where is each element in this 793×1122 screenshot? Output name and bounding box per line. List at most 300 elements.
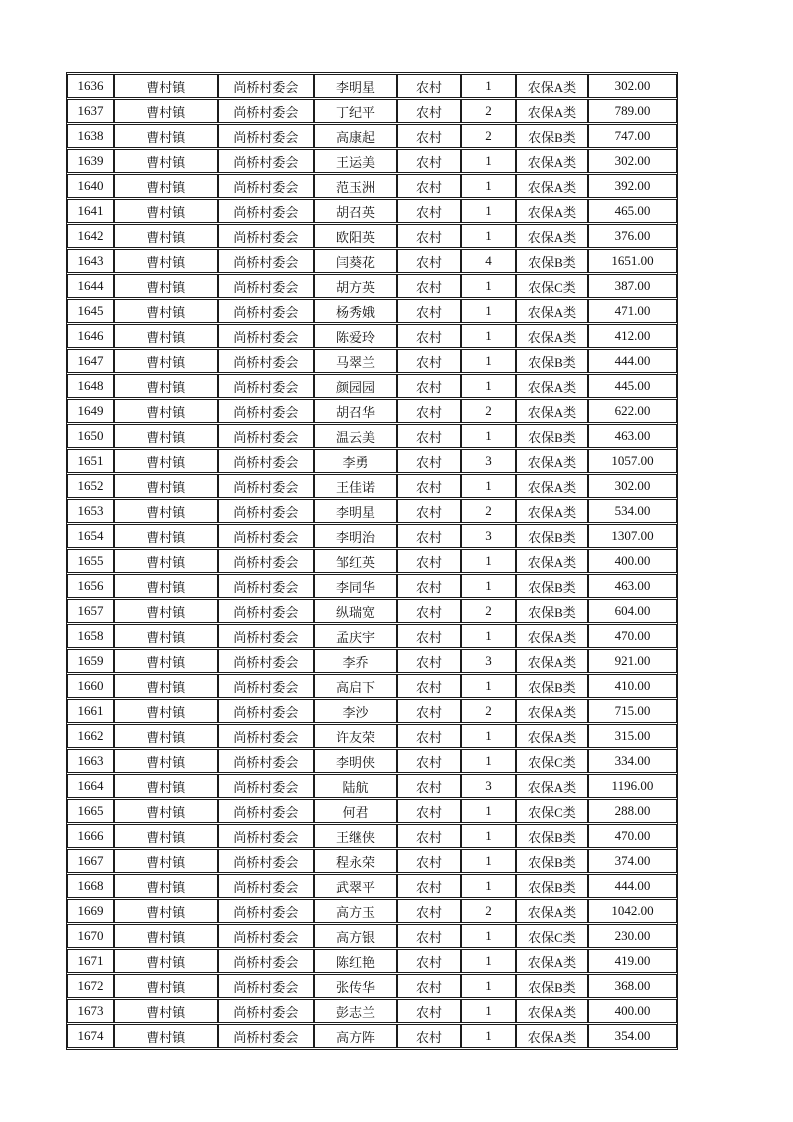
cell-serial: 1636 (67, 74, 114, 98)
table-row (67, 674, 677, 698)
cell-count: 1 (461, 74, 516, 98)
cell-name: 许友荣 (314, 724, 397, 748)
cell-town: 曹村镇 (114, 824, 218, 848)
cell-name: 李明星 (314, 499, 397, 523)
cell-count: 1 (461, 299, 516, 323)
cell-town: 曹村镇 (114, 924, 218, 948)
cell-name: 纵瑞宽 (314, 599, 397, 623)
cell-village: 尚桥村委会 (218, 524, 314, 548)
table-row (67, 849, 677, 873)
cell-town: 曹村镇 (114, 499, 218, 523)
cell-town: 曹村镇 (114, 899, 218, 923)
cell-insurance-type: 农保B类 (516, 574, 588, 598)
cell-village: 尚桥村委会 (218, 374, 314, 398)
cell-insurance-type: 农保C类 (516, 274, 588, 298)
cell-village: 尚桥村委会 (218, 274, 314, 298)
cell-town: 曹村镇 (114, 124, 218, 148)
cell-name: 高方银 (314, 924, 397, 948)
cell-count: 2 (461, 699, 516, 723)
cell-village: 尚桥村委会 (218, 749, 314, 773)
cell-town: 曹村镇 (114, 524, 218, 548)
cell-insurance-type: 农保B类 (516, 674, 588, 698)
cell-amount: 412.00 (588, 324, 677, 348)
cell-village: 尚桥村委会 (218, 424, 314, 448)
cell-town: 曹村镇 (114, 199, 218, 223)
cell-village: 尚桥村委会 (218, 974, 314, 998)
cell-serial: 1672 (67, 974, 114, 998)
cell-serial: 1656 (67, 574, 114, 598)
table-row (67, 149, 677, 173)
cell-amount: 230.00 (588, 924, 677, 948)
cell-insurance-type: 农保A类 (516, 699, 588, 723)
cell-insurance-type: 农保B类 (516, 824, 588, 848)
table-row (67, 399, 677, 423)
cell-serial: 1673 (67, 999, 114, 1023)
cell-town: 曹村镇 (114, 399, 218, 423)
cell-amount: 1042.00 (588, 899, 677, 923)
cell-category: 农村 (397, 274, 461, 298)
table-row (67, 749, 677, 773)
cell-village: 尚桥村委会 (218, 299, 314, 323)
cell-name: 李明星 (314, 74, 397, 98)
cell-insurance-type: 农保A类 (516, 724, 588, 748)
cell-category: 农村 (397, 699, 461, 723)
cell-name: 李沙 (314, 699, 397, 723)
cell-name: 王继侠 (314, 824, 397, 848)
cell-category: 农村 (397, 1024, 461, 1048)
cell-insurance-type: 农保C类 (516, 924, 588, 948)
cell-village: 尚桥村委会 (218, 699, 314, 723)
cell-amount: 1057.00 (588, 449, 677, 473)
cell-category: 农村 (397, 949, 461, 973)
cell-category: 农村 (397, 774, 461, 798)
cell-town: 曹村镇 (114, 1024, 218, 1048)
cell-serial: 1660 (67, 674, 114, 698)
cell-insurance-type: 农保A类 (516, 1024, 588, 1048)
table-row (67, 199, 677, 223)
cell-name: 陈爱玲 (314, 324, 397, 348)
cell-town: 曹村镇 (114, 449, 218, 473)
cell-count: 1 (461, 174, 516, 198)
table-row (67, 724, 677, 748)
cell-count: 1 (461, 149, 516, 173)
cell-serial: 1640 (67, 174, 114, 198)
cell-count: 2 (461, 99, 516, 123)
cell-category: 农村 (397, 974, 461, 998)
cell-amount: 921.00 (588, 649, 677, 673)
cell-serial: 1652 (67, 474, 114, 498)
cell-name: 胡召英 (314, 199, 397, 223)
table-row (67, 899, 677, 923)
cell-insurance-type: 农保A类 (516, 649, 588, 673)
cell-village: 尚桥村委会 (218, 149, 314, 173)
cell-village: 尚桥村委会 (218, 249, 314, 273)
cell-amount: 470.00 (588, 624, 677, 648)
table-row (67, 499, 677, 523)
table-row (67, 774, 677, 798)
cell-category: 农村 (397, 424, 461, 448)
cell-village: 尚桥村委会 (218, 74, 314, 98)
cell-name: 丁纪平 (314, 99, 397, 123)
cell-category: 农村 (397, 299, 461, 323)
cell-count: 1 (461, 974, 516, 998)
cell-count: 1 (461, 999, 516, 1023)
cell-serial: 1647 (67, 349, 114, 373)
cell-amount: 288.00 (588, 799, 677, 823)
cell-category: 农村 (397, 899, 461, 923)
cell-serial: 1658 (67, 624, 114, 648)
cell-serial: 1637 (67, 99, 114, 123)
cell-village: 尚桥村委会 (218, 924, 314, 948)
cell-insurance-type: 农保A类 (516, 899, 588, 923)
cell-count: 2 (461, 499, 516, 523)
cell-name: 温云美 (314, 424, 397, 448)
payment-table (67, 73, 677, 1049)
cell-insurance-type: 农保A类 (516, 999, 588, 1023)
cell-serial: 1655 (67, 549, 114, 573)
cell-serial: 1644 (67, 274, 114, 298)
cell-amount: 419.00 (588, 949, 677, 973)
cell-insurance-type: 农保A类 (516, 374, 588, 398)
cell-village: 尚桥村委会 (218, 624, 314, 648)
cell-count: 3 (461, 649, 516, 673)
cell-town: 曹村镇 (114, 74, 218, 98)
cell-name: 李明治 (314, 524, 397, 548)
cell-count: 2 (461, 899, 516, 923)
cell-town: 曹村镇 (114, 424, 218, 448)
cell-amount: 604.00 (588, 599, 677, 623)
cell-count: 1 (461, 549, 516, 573)
table-row (67, 449, 677, 473)
cell-serial: 1674 (67, 1024, 114, 1048)
cell-serial: 1669 (67, 899, 114, 923)
cell-insurance-type: 农保B类 (516, 249, 588, 273)
table-row (67, 374, 677, 398)
table-row (67, 74, 677, 98)
cell-town: 曹村镇 (114, 224, 218, 248)
cell-serial: 1651 (67, 449, 114, 473)
cell-amount: 444.00 (588, 874, 677, 898)
cell-amount: 368.00 (588, 974, 677, 998)
cell-insurance-type: 农保A类 (516, 499, 588, 523)
cell-village: 尚桥村委会 (218, 674, 314, 698)
table-row (67, 474, 677, 498)
table-body (67, 74, 677, 1048)
table-row (67, 424, 677, 448)
cell-count: 1 (461, 1024, 516, 1048)
cell-amount: 392.00 (588, 174, 677, 198)
cell-insurance-type: 农保A类 (516, 949, 588, 973)
cell-village: 尚桥村委会 (218, 799, 314, 823)
table-row (67, 174, 677, 198)
cell-category: 农村 (397, 74, 461, 98)
cell-serial: 1664 (67, 774, 114, 798)
cell-name: 李勇 (314, 449, 397, 473)
cell-insurance-type: 农保B类 (516, 124, 588, 148)
cell-name: 范玉洲 (314, 174, 397, 198)
cell-town: 曹村镇 (114, 849, 218, 873)
cell-amount: 1307.00 (588, 524, 677, 548)
cell-count: 1 (461, 799, 516, 823)
cell-town: 曹村镇 (114, 649, 218, 673)
cell-town: 曹村镇 (114, 474, 218, 498)
cell-insurance-type: 农保B类 (516, 849, 588, 873)
cell-serial: 1668 (67, 874, 114, 898)
cell-town: 曹村镇 (114, 974, 218, 998)
cell-count: 1 (461, 324, 516, 348)
cell-serial: 1654 (67, 524, 114, 548)
cell-amount: 1651.00 (588, 249, 677, 273)
cell-name: 李乔 (314, 649, 397, 673)
cell-name: 李明侠 (314, 749, 397, 773)
cell-town: 曹村镇 (114, 299, 218, 323)
cell-category: 农村 (397, 174, 461, 198)
cell-serial: 1646 (67, 324, 114, 348)
cell-amount: 622.00 (588, 399, 677, 423)
cell-amount: 470.00 (588, 824, 677, 848)
cell-insurance-type: 农保A类 (516, 624, 588, 648)
cell-insurance-type: 农保B类 (516, 599, 588, 623)
cell-insurance-type: 农保A类 (516, 774, 588, 798)
cell-village: 尚桥村委会 (218, 599, 314, 623)
cell-name: 马翠兰 (314, 349, 397, 373)
cell-town: 曹村镇 (114, 374, 218, 398)
cell-town: 曹村镇 (114, 699, 218, 723)
table-row (67, 699, 677, 723)
table-row (67, 99, 677, 123)
cell-category: 农村 (397, 999, 461, 1023)
cell-amount: 789.00 (588, 99, 677, 123)
table-row (67, 999, 677, 1023)
cell-serial: 1639 (67, 149, 114, 173)
table-row (67, 524, 677, 548)
cell-category: 农村 (397, 574, 461, 598)
cell-insurance-type: 农保A类 (516, 174, 588, 198)
cell-amount: 302.00 (588, 474, 677, 498)
cell-village: 尚桥村委会 (218, 324, 314, 348)
payment-table-container (66, 72, 678, 1050)
cell-town: 曹村镇 (114, 549, 218, 573)
cell-count: 1 (461, 849, 516, 873)
cell-amount: 444.00 (588, 349, 677, 373)
cell-name: 彭志兰 (314, 999, 397, 1023)
cell-count: 4 (461, 249, 516, 273)
table-row (67, 124, 677, 148)
cell-category: 农村 (397, 374, 461, 398)
cell-category: 农村 (397, 349, 461, 373)
cell-serial: 1648 (67, 374, 114, 398)
cell-category: 农村 (397, 399, 461, 423)
cell-insurance-type: 农保C类 (516, 749, 588, 773)
cell-count: 1 (461, 574, 516, 598)
cell-category: 农村 (397, 799, 461, 823)
cell-category: 农村 (397, 924, 461, 948)
cell-name: 胡召华 (314, 399, 397, 423)
table-row (67, 599, 677, 623)
cell-serial: 1649 (67, 399, 114, 423)
cell-category: 农村 (397, 449, 461, 473)
cell-village: 尚桥村委会 (218, 899, 314, 923)
cell-serial: 1653 (67, 499, 114, 523)
cell-insurance-type: 农保A类 (516, 324, 588, 348)
cell-insurance-type: 农保A类 (516, 99, 588, 123)
cell-category: 农村 (397, 749, 461, 773)
table-row (67, 624, 677, 648)
cell-name: 王佳诺 (314, 474, 397, 498)
cell-serial: 1665 (67, 799, 114, 823)
cell-town: 曹村镇 (114, 599, 218, 623)
cell-count: 1 (461, 274, 516, 298)
cell-village: 尚桥村委会 (218, 574, 314, 598)
cell-category: 农村 (397, 99, 461, 123)
cell-village: 尚桥村委会 (218, 449, 314, 473)
cell-count: 1 (461, 724, 516, 748)
cell-count: 1 (461, 874, 516, 898)
cell-count: 1 (461, 924, 516, 948)
cell-village: 尚桥村委会 (218, 649, 314, 673)
cell-name: 颜园园 (314, 374, 397, 398)
table-row (67, 549, 677, 573)
cell-amount: 747.00 (588, 124, 677, 148)
cell-village: 尚桥村委会 (218, 349, 314, 373)
cell-village: 尚桥村委会 (218, 224, 314, 248)
cell-village: 尚桥村委会 (218, 774, 314, 798)
cell-count: 1 (461, 474, 516, 498)
cell-insurance-type: 农保A类 (516, 74, 588, 98)
cell-serial: 1641 (67, 199, 114, 223)
cell-insurance-type: 农保A类 (516, 199, 588, 223)
cell-serial: 1659 (67, 649, 114, 673)
table-row (67, 924, 677, 948)
table-row (67, 974, 677, 998)
cell-category: 农村 (397, 324, 461, 348)
cell-village: 尚桥村委会 (218, 849, 314, 873)
cell-category: 农村 (397, 874, 461, 898)
cell-name: 陈红艳 (314, 949, 397, 973)
cell-name: 李同华 (314, 574, 397, 598)
cell-category: 农村 (397, 674, 461, 698)
cell-serial: 1657 (67, 599, 114, 623)
cell-count: 1 (461, 674, 516, 698)
cell-name: 高启下 (314, 674, 397, 698)
cell-insurance-type: 农保B类 (516, 424, 588, 448)
cell-village: 尚桥村委会 (218, 999, 314, 1023)
cell-serial: 1642 (67, 224, 114, 248)
cell-count: 3 (461, 774, 516, 798)
cell-serial: 1663 (67, 749, 114, 773)
cell-category: 农村 (397, 599, 461, 623)
cell-count: 2 (461, 399, 516, 423)
cell-insurance-type: 农保A类 (516, 224, 588, 248)
cell-category: 农村 (397, 624, 461, 648)
cell-serial: 1645 (67, 299, 114, 323)
cell-amount: 445.00 (588, 374, 677, 398)
cell-serial: 1667 (67, 849, 114, 873)
cell-amount: 463.00 (588, 574, 677, 598)
cell-town: 曹村镇 (114, 874, 218, 898)
table-row (67, 274, 677, 298)
cell-category: 农村 (397, 224, 461, 248)
cell-name: 高方阵 (314, 1024, 397, 1048)
cell-town: 曹村镇 (114, 574, 218, 598)
table-row (67, 224, 677, 248)
cell-serial: 1650 (67, 424, 114, 448)
cell-amount: 374.00 (588, 849, 677, 873)
cell-amount: 715.00 (588, 699, 677, 723)
cell-village: 尚桥村委会 (218, 874, 314, 898)
cell-insurance-type: 农保C类 (516, 799, 588, 823)
cell-insurance-type: 农保A类 (516, 299, 588, 323)
cell-town: 曹村镇 (114, 174, 218, 198)
cell-amount: 471.00 (588, 299, 677, 323)
cell-name: 高康起 (314, 124, 397, 148)
cell-category: 农村 (397, 124, 461, 148)
table-row (67, 1024, 677, 1048)
cell-amount: 302.00 (588, 74, 677, 98)
cell-village: 尚桥村委会 (218, 724, 314, 748)
cell-insurance-type: 农保A类 (516, 449, 588, 473)
cell-insurance-type: 农保A类 (516, 549, 588, 573)
cell-insurance-type: 农保A类 (516, 149, 588, 173)
cell-town: 曹村镇 (114, 324, 218, 348)
cell-count: 1 (461, 824, 516, 848)
cell-village: 尚桥村委会 (218, 1024, 314, 1048)
cell-name: 陆航 (314, 774, 397, 798)
cell-name: 武翠平 (314, 874, 397, 898)
cell-serial: 1670 (67, 924, 114, 948)
table-row (67, 649, 677, 673)
cell-town: 曹村镇 (114, 99, 218, 123)
table-row (67, 249, 677, 273)
cell-name: 张传华 (314, 974, 397, 998)
cell-name: 邹红英 (314, 549, 397, 573)
cell-name: 孟庆宇 (314, 624, 397, 648)
cell-village: 尚桥村委会 (218, 824, 314, 848)
cell-serial: 1666 (67, 824, 114, 848)
cell-amount: 400.00 (588, 549, 677, 573)
cell-category: 农村 (397, 499, 461, 523)
cell-town: 曹村镇 (114, 249, 218, 273)
cell-count: 1 (461, 624, 516, 648)
cell-village: 尚桥村委会 (218, 949, 314, 973)
cell-serial: 1671 (67, 949, 114, 973)
cell-name: 王运美 (314, 149, 397, 173)
cell-count: 2 (461, 124, 516, 148)
table-row (67, 299, 677, 323)
cell-amount: 315.00 (588, 724, 677, 748)
cell-village: 尚桥村委会 (218, 499, 314, 523)
cell-category: 农村 (397, 249, 461, 273)
cell-category: 农村 (397, 649, 461, 673)
cell-village: 尚桥村委会 (218, 199, 314, 223)
cell-count: 1 (461, 424, 516, 448)
cell-count: 1 (461, 224, 516, 248)
cell-name: 杨秀娥 (314, 299, 397, 323)
cell-count: 3 (461, 524, 516, 548)
cell-name: 闫葵花 (314, 249, 397, 273)
cell-amount: 376.00 (588, 224, 677, 248)
cell-category: 农村 (397, 824, 461, 848)
cell-amount: 400.00 (588, 999, 677, 1023)
cell-category: 农村 (397, 524, 461, 548)
cell-category: 农村 (397, 474, 461, 498)
cell-village: 尚桥村委会 (218, 474, 314, 498)
cell-insurance-type: 农保B类 (516, 974, 588, 998)
cell-town: 曹村镇 (114, 674, 218, 698)
cell-name: 胡方英 (314, 274, 397, 298)
cell-village: 尚桥村委会 (218, 99, 314, 123)
cell-town: 曹村镇 (114, 349, 218, 373)
